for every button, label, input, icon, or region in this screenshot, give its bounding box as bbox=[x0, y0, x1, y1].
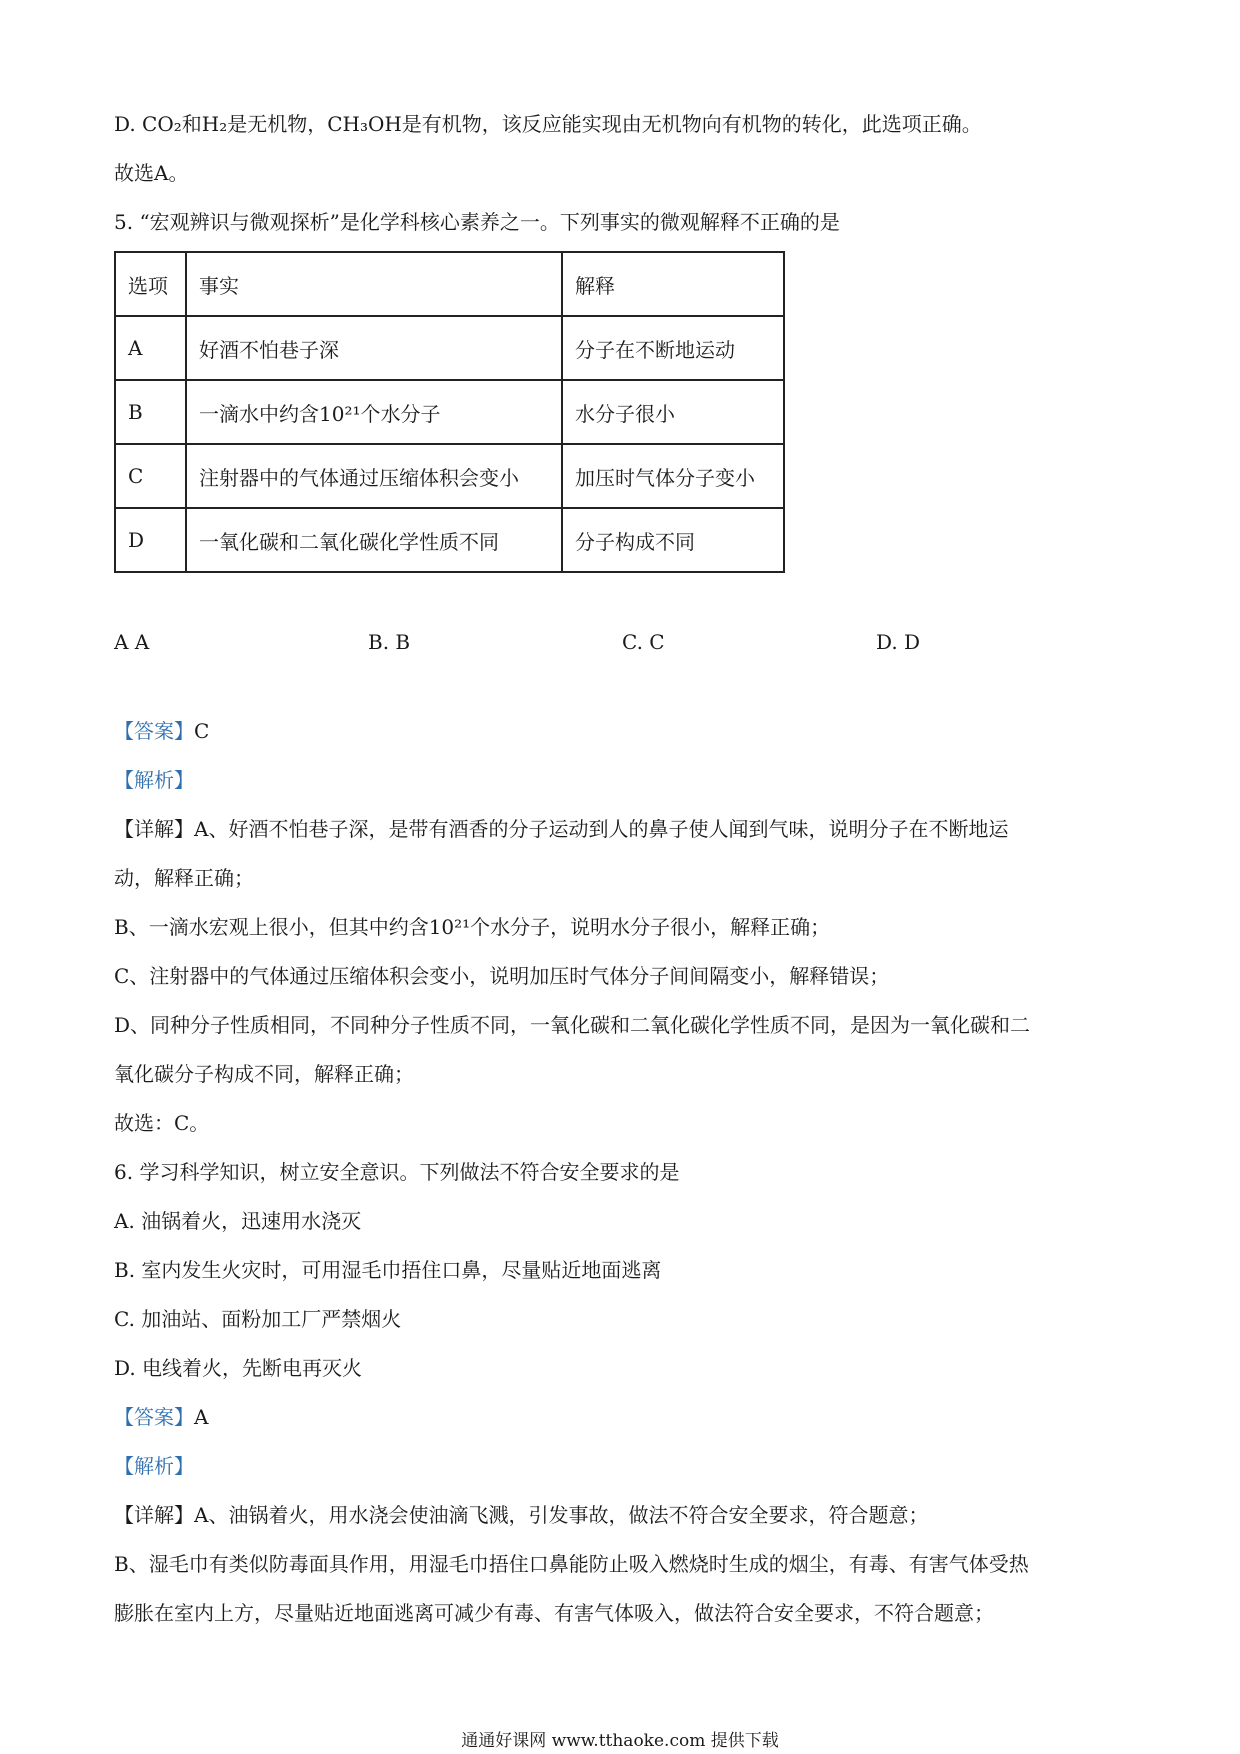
detail-text: A、好酒不怕巷子深，是带有酒香的分子运动到人的鼻子使人闻到气味，说明分子在不断地运 bbox=[194, 817, 1009, 841]
table-row bbox=[115, 316, 784, 380]
table-cell: D bbox=[115, 508, 186, 572]
table-cell: 一氧化碳和二氧化碳化学性质不同 bbox=[186, 508, 562, 572]
table-header: 事实 bbox=[186, 252, 562, 316]
table-cell: 分子构成不同 bbox=[562, 508, 784, 572]
answer-value: A bbox=[194, 1405, 209, 1429]
detail-line: 动，解释正确； bbox=[114, 866, 254, 890]
table-row bbox=[115, 444, 784, 508]
table-row bbox=[115, 380, 784, 444]
page-footer: 通通好课网 www.tthaoke.com 提供下载 bbox=[461, 1731, 779, 1751]
answer-tag: 【答案】 bbox=[114, 1405, 194, 1429]
detail-line: 故选：C。 bbox=[114, 1111, 210, 1135]
detail-tag: 【详解】 bbox=[114, 1503, 194, 1527]
detail-line: 膨胀在室内上方，尽量贴近地面逃离可减少有毒、有害气体吸入，做法符合安全要求，不符合题意； bbox=[114, 1601, 994, 1625]
analysis-tag: 【解析】 bbox=[114, 1454, 194, 1478]
table-cell: 分子在不断地运动 bbox=[562, 316, 784, 380]
table-cell: 加压时气体分子变小 bbox=[562, 444, 784, 508]
table-cell: 水分子很小 bbox=[562, 380, 784, 444]
detail-line bbox=[114, 805, 1134, 854]
table-row bbox=[115, 508, 784, 572]
option-a: A. 油锅着火，迅速用水浇灭 bbox=[114, 1209, 362, 1233]
question-6-stem: 6. 学习科学知识，树立安全意识。下列做法不符合安全要求的是 bbox=[114, 1160, 680, 1184]
answer-line bbox=[114, 1393, 1134, 1442]
answer-line bbox=[114, 707, 1134, 756]
detail-line: B、一滴水宏观上很小，但其中约含10²¹个水分子，说明水分子很小，解释正确； bbox=[114, 915, 831, 939]
choice-b: B. B bbox=[368, 630, 411, 654]
detail-line: 氧化碳分子构成不同，解释正确； bbox=[114, 1062, 414, 1086]
detail-line: D、同种分子性质相同，不同种分子性质不同，一氧化碳和二氧化碳化学性质不同，是因为一氧化碳和二 bbox=[114, 1013, 1031, 1037]
table-cell: 好酒不怕巷子深 bbox=[186, 316, 562, 380]
option-b: B. 室内发生火灾时，可用湿毛巾捂住口鼻，尽量贴近地面逃离 bbox=[114, 1258, 662, 1282]
detail-line: C、注射器中的气体通过压缩体积会变小，说明加压时气体分子间间隔变小，解释错误； bbox=[114, 964, 890, 988]
table-header-row bbox=[115, 252, 784, 316]
table-cell: C bbox=[115, 444, 186, 508]
choice-d: D. D bbox=[876, 630, 921, 654]
table-cell: 一滴水中约含10²¹个水分子 bbox=[186, 380, 562, 444]
detail-line bbox=[114, 1491, 1134, 1540]
option-d: D. 电线着火，先断电再灭火 bbox=[114, 1356, 363, 1380]
analysis-line bbox=[114, 756, 1134, 805]
table-cell: A bbox=[115, 316, 186, 380]
table-header: 解释 bbox=[562, 252, 784, 316]
analysis-line bbox=[114, 1442, 1134, 1491]
detail-tag: 【详解】 bbox=[114, 817, 194, 841]
analysis-tag: 【解析】 bbox=[114, 768, 194, 792]
question-5-choices bbox=[114, 577, 1134, 707]
table-cell: 注射器中的气体通过压缩体积会变小 bbox=[186, 444, 562, 508]
answer-tag: 【答案】 bbox=[114, 719, 194, 743]
question-5-table bbox=[114, 251, 785, 573]
detail-text: A、油锅着火，用水浇会使油滴飞溅，引发事故，做法不符合安全要求，符合题意； bbox=[194, 1503, 929, 1527]
choice-a: A A bbox=[114, 630, 150, 654]
answer-value: C bbox=[194, 719, 210, 743]
table-header: 选项 bbox=[115, 252, 186, 316]
text-line: D. CO₂和H₂是无机物，CH₃OH是有机物，该反应能实现由无机物向有机物的转化，此选项正确。 bbox=[114, 112, 982, 136]
text-line: 故选A。 bbox=[114, 161, 189, 185]
table-cell: B bbox=[115, 380, 186, 444]
option-c: C. 加油站、面粉加工厂严禁烟火 bbox=[114, 1307, 402, 1331]
choice-c: C. C bbox=[622, 630, 665, 654]
document-body bbox=[114, 100, 1134, 1638]
question-5-stem: 5. “宏观辨识与微观探析”是化学科核心素养之一。下列事实的微观解释不正确的是 bbox=[114, 210, 840, 234]
detail-line: B、湿毛巾有类似防毒面具作用，用湿毛巾捂住口鼻能防止吸入燃烧时生成的烟尘，有毒、有害气体受热 bbox=[114, 1552, 1029, 1576]
